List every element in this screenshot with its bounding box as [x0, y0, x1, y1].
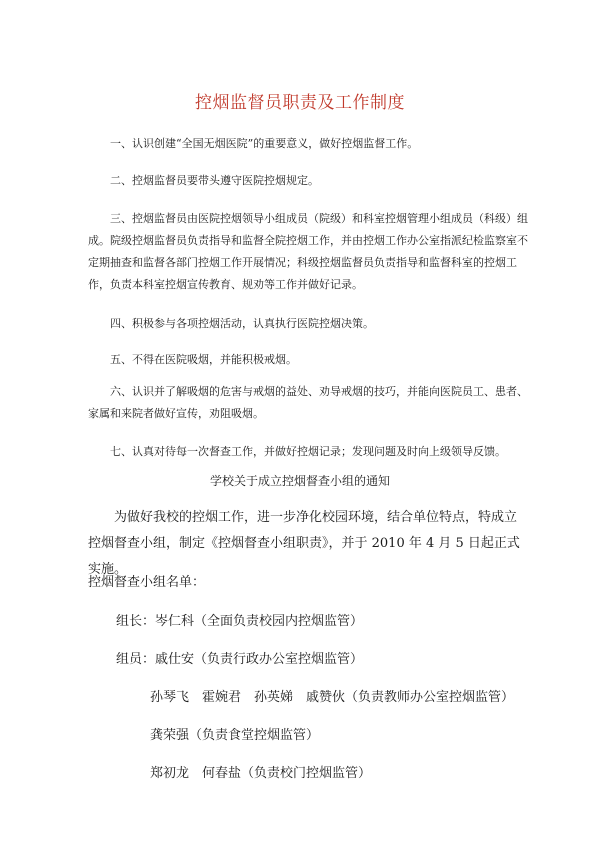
notice-body: 为做好我校的控烟工作，进一步净化校园环境，结合单位特点，特成立控烟督查小组，制定《控烟督查小组职责》，并于 2010 年 4 月 5 日起正式实施。	[88, 510, 520, 577]
document-title: 控烟监督员职责及工作制度	[195, 93, 405, 113]
member-line: 郑初龙 何春盐（负责校门控烟监管）	[150, 766, 372, 781]
rule-item-5: 五、不得在医院吸烟，并能积极戒烟。	[110, 353, 297, 366]
member-line: 龚荣强（负责食堂控烟监管）	[150, 728, 320, 743]
member-line: 组员：戚仕安（负责行政办公室控烟监管）	[116, 652, 364, 667]
rule-item-4: 四、积极参与各项控烟活动，认真执行医院控烟决策。	[110, 317, 374, 330]
rule-item-1: 一、认识创建“全国无烟医院”的重要意义，做好控烟监督工作。	[110, 137, 419, 150]
rule-item-3: 三、控烟监督员由医院控烟领导小组成员（院级）和科室控烟管理小组成员（科级）组成。院级控烟监督员负责指导和监督全院控烟工作，并由控烟工作办公室指派纪检监察室不定期抽查和监督各部门控烟工作开展情况；科级控烟监督员负责指导和监督科室的控烟工作，负责本科室控烟宣传教育、规劝等工作并做好记录。	[88, 212, 528, 291]
member-list-title: 控烟督查小组名单：	[88, 575, 206, 590]
member-line-leader: 组长：岑仁科（全面负责校园内控烟监管）	[116, 614, 364, 629]
rule-item-2: 二、控烟监督员要带头遵守医院控烟规定。	[110, 174, 319, 187]
member-line: 孙琴飞 霍婉君 孙英娣 戚赞伙（负责教师办公室控烟监管）	[150, 690, 515, 705]
notice-title: 学校关于成立控烟督查小组的通知	[209, 474, 390, 488]
rule-item-7: 七、认真对待每一次督查工作，并做好控烟记录；发现问题及时向上级领导反馈。	[110, 445, 506, 458]
rule-item-6: 六、认识并了解吸烟的危害与戒烟的益处、劝导戒烟的技巧，并能向医院员工、患者、家属和来院者做好宣传，劝阻吸烟。	[88, 385, 528, 420]
